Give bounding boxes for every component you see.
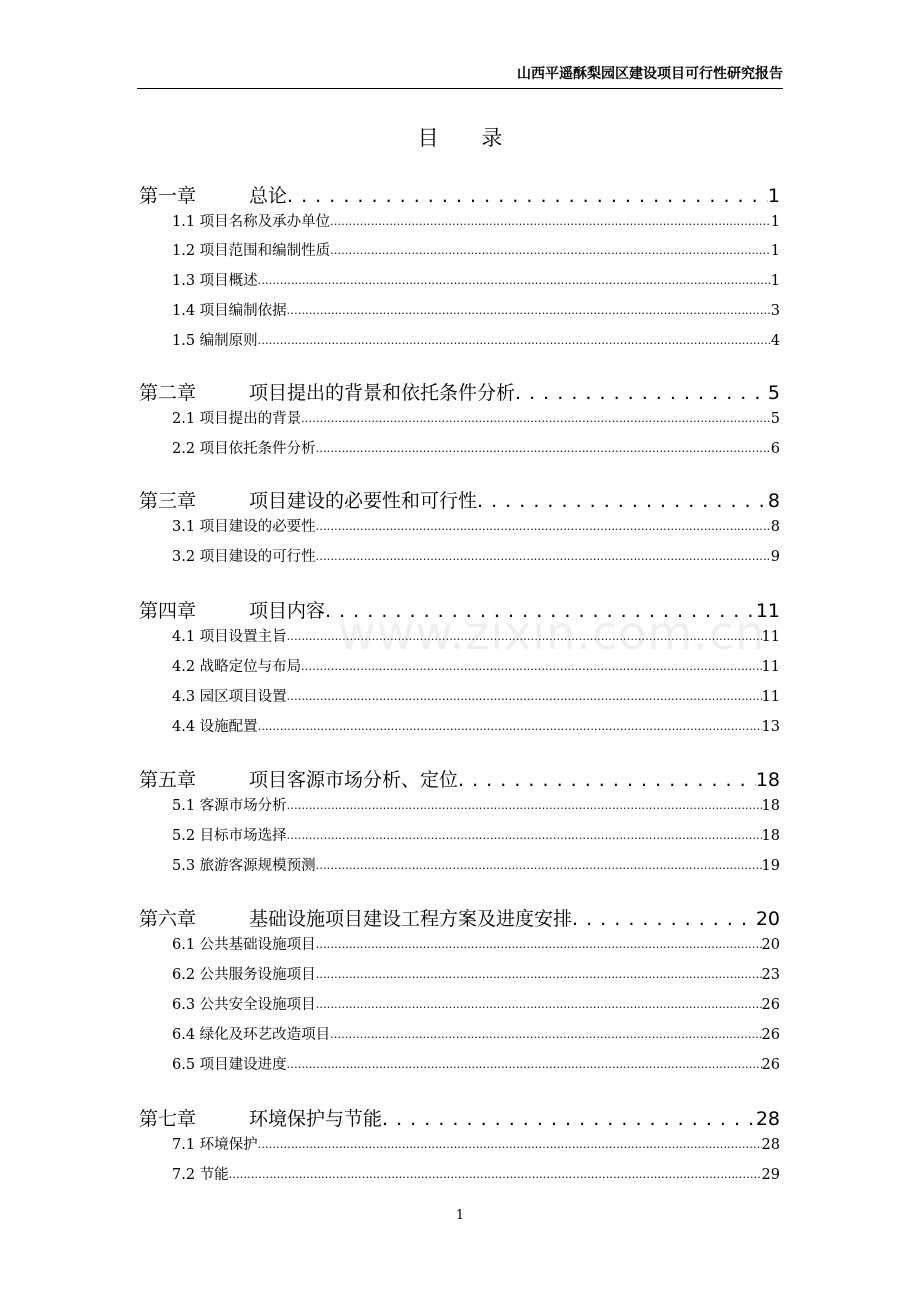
toc-page-number: 13 [761,719,780,735]
toc-entry-title: 5.3 旅游客源规模预测 [172,858,316,874]
toc-section-entry[interactable] [172,1165,780,1185]
toc-leader-dots [258,331,771,351]
toc-leader-dots [477,488,768,514]
toc-entry-label [172,717,258,737]
toc-section-entry[interactable] [172,995,780,1015]
toc-entry-title: 项目建设的必要性和可行性 [249,490,478,512]
toc-page-number: 23 [761,967,780,983]
toc-leader-dots [316,856,762,876]
toc-leader-dots [572,906,756,932]
toc-entry-title: 总论 [249,185,288,207]
toc-section-entry[interactable] [172,301,780,321]
toc-entry-label [172,687,287,707]
running-header-title: 山西平遥酥梨园区建设项目可行性研究报告 [517,66,783,82]
toc-heading: 目 录 [417,126,521,150]
toc-entry-label [172,241,330,261]
toc-entry-label [172,331,258,351]
toc-entry-title: 4.4 设施配置 [172,719,258,735]
toc-page-number: 18 [755,769,780,791]
toc-page-number: 1 [770,243,780,259]
toc-section-entry[interactable] [172,796,780,816]
page-number: 1 [455,1208,465,1223]
toc-chapter-number: 第七章 [139,1108,197,1130]
toc-page-number: 26 [761,1027,780,1043]
toc-entry-label [139,906,572,932]
toc-entry-label [139,767,458,793]
toc-section-entry[interactable] [172,517,780,537]
toc-leader-dots [258,1135,762,1155]
toc-entry-title: 7.1 环境保护 [172,1137,258,1153]
toc-section-entry[interactable] [172,241,780,261]
toc-leader-dots [330,241,771,261]
toc-section-entry[interactable] [172,1135,780,1155]
toc-section-entry[interactable] [172,212,780,232]
toc-page-number: 19 [761,858,780,874]
toc-page-number: 20 [761,937,780,953]
toc-entry-label [172,995,316,1015]
toc-entry-label [172,1135,258,1155]
toc-entry-title: 项目提出的背景和依托条件分析 [249,382,516,404]
toc-entry-title: 1.2 项目范围和编制性质 [172,243,331,259]
toc-section-entry[interactable] [172,547,780,567]
toc-leader-dots [330,212,771,232]
toc-entry-title: 2.1 项目提出的背景 [172,411,302,427]
toc-entry-title: 6.1 公共基础设施项目 [172,937,316,953]
toc-leader-dots [325,598,756,624]
toc-page-number: 26 [761,997,780,1013]
toc-leader-dots [287,826,762,846]
toc-leader-dots [287,1055,762,1075]
toc-leader-dots [330,1025,761,1045]
toc-chapter-number: 第四章 [139,600,197,622]
toc-section-entry[interactable] [172,271,780,291]
toc-leader-dots [316,517,771,537]
toc-section-entry[interactable] [172,935,780,955]
toc-entry-title: 2.2 项目依托条件分析 [172,441,316,457]
toc-leader-dots [287,687,762,707]
toc-chapter-entry[interactable] [139,1106,780,1132]
toc-entry-title: 项目客源市场分析、定位 [249,769,459,791]
toc-entry-label [139,488,477,514]
toc-entry-label [172,409,301,429]
toc-section-entry[interactable] [172,717,780,737]
toc-entry-label [172,935,316,955]
toc-entry-title: 7.2 节能 [172,1167,229,1183]
toc-leader-dots [287,183,768,209]
toc-entry-label [172,212,330,232]
toc-page-number: 29 [761,1167,780,1183]
toc-entry-title: 1.3 项目概述 [172,273,258,289]
toc-entry-title: 1.4 项目编制依据 [172,303,287,319]
toc-chapter-number: 第六章 [139,908,197,930]
toc-entry-label [172,439,316,459]
toc-leader-dots [382,1106,756,1132]
toc-page-number: 3 [770,303,780,319]
toc-chapter-number: 第三章 [139,490,197,512]
toc-entry-label [139,183,287,209]
toc-page-number: 11 [761,659,780,675]
toc-section-entry[interactable] [172,965,780,985]
toc-entry-title: 1.1 项目名称及承办单位 [172,214,331,230]
toc-entry-title: 基础设施项目建设工程方案及进度安排 [249,908,573,930]
toc-entry-title: 6.2 公共服务设施项目 [172,967,316,983]
toc-entry-label [172,826,287,846]
toc-entry-label [139,598,325,624]
toc-page-number: 1 [767,185,780,207]
toc-page-number: 1 [770,214,780,230]
toc-leader-dots [301,657,761,677]
toc-entry-title: 4.3 园区项目设置 [172,689,287,705]
toc-entry-title: 5.2 目标市场选择 [172,828,287,844]
toc-chapter-entry[interactable] [139,598,780,624]
toc-leader-dots [287,627,762,647]
toc-entry-label [172,657,301,677]
toc-entry-title: 3.1 项目建设的必要性 [172,519,316,535]
toc-leader-dots [316,965,762,985]
toc-page-number: 18 [761,828,780,844]
toc-entry-title: 环境保护与节能 [249,1108,383,1130]
toc-page-number: 20 [755,908,780,930]
toc-entry-title: 4.1 项目设置主旨 [172,629,287,645]
toc-leader-dots [287,301,771,321]
toc-entry-title: 5.1 客源市场分析 [172,798,287,814]
toc-entry-label [172,856,316,876]
toc-leader-dots [301,409,771,429]
toc-entry-title: 6.5 项目建设进度 [172,1057,287,1073]
toc-entry-title: 项目内容 [249,600,326,622]
toc-entry-title: 1.5 编制原则 [172,333,258,349]
toc-chapter-entry[interactable] [139,767,780,793]
toc-entry-label [172,301,287,321]
toc-entry-label [139,380,515,406]
toc-page-number: 5 [767,382,780,404]
watermark: www.zixin.com.cn [338,606,766,660]
toc-page-number: 28 [755,1108,780,1130]
toc-leader-dots [287,796,762,816]
toc-page-number: 18 [761,798,780,814]
toc-page-number: 4 [770,333,780,349]
toc-chapter-entry[interactable] [139,906,780,932]
toc-leader-dots [229,1165,762,1185]
toc-entry-label [172,517,316,537]
toc-section-entry[interactable] [172,1055,780,1075]
toc-section-entry[interactable] [172,331,780,351]
toc-section-entry[interactable] [172,627,780,647]
toc-page-number: 5 [770,411,780,427]
toc-page-number: 8 [767,490,780,512]
toc-entry-label [139,1106,382,1132]
toc-leader-dots [316,439,771,459]
toc-entry-label [172,271,258,291]
toc-chapter-entry[interactable] [139,380,780,406]
toc-chapter-entry[interactable] [139,183,780,209]
toc-leader-dots [258,717,762,737]
toc-chapter-number: 第一章 [139,185,197,207]
toc-page-number: 26 [761,1057,780,1073]
toc-page-number: 28 [761,1137,780,1153]
toc-section-entry[interactable] [172,826,780,846]
toc-page-number: 8 [770,519,780,535]
toc-page-number: 9 [770,549,780,565]
toc-entry-label [172,796,287,816]
toc-leader-dots [458,767,756,793]
toc-entry-title: 4.2 战略定位与布局 [172,659,302,675]
toc-chapter-number: 第二章 [139,382,197,404]
toc-section-entry[interactable] [172,657,780,677]
toc-entry-title: 6.4 绿化及环艺改造项目 [172,1027,331,1043]
toc-page-number: 11 [755,600,780,622]
toc-entry-title: 6.3 公共安全设施项目 [172,997,316,1013]
toc-chapter-number: 第五章 [139,769,197,791]
toc-entry-label [172,627,287,647]
toc-page-number: 1 [770,273,780,289]
toc-section-entry[interactable] [172,439,780,459]
toc-page-number: 11 [761,689,780,705]
toc-entry-label [172,1055,287,1075]
toc-section-entry[interactable] [172,409,780,429]
toc-entry-label [172,1165,229,1185]
toc-leader-dots [258,271,771,291]
toc-entry-label [172,965,316,985]
toc-leader-dots [316,935,762,955]
toc-leader-dots [316,547,771,567]
toc-section-entry[interactable] [172,687,780,707]
toc-page-number: 6 [770,441,780,457]
toc-leader-dots [515,380,768,406]
toc-section-entry[interactable] [172,1025,780,1045]
toc-entry-title: 3.2 项目建设的可行性 [172,549,316,565]
toc-section-entry[interactable] [172,856,780,876]
toc-page-number: 11 [761,629,780,645]
toc-entry-label [172,547,316,567]
toc-chapter-entry[interactable] [139,488,780,514]
toc-leader-dots [316,995,762,1015]
toc-entry-label [172,1025,330,1045]
